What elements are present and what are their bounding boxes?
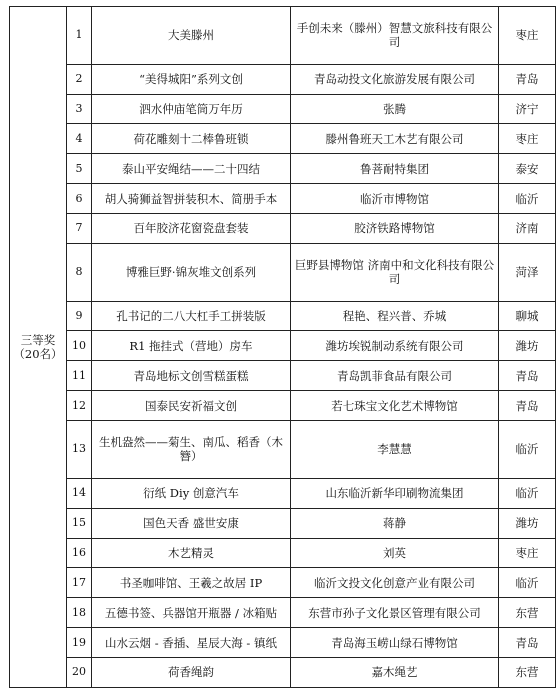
rank-number-cell: 12 <box>67 391 92 421</box>
rank-number-cell: 14 <box>67 478 92 508</box>
city-cell: 东营 <box>499 657 556 687</box>
city-cell: 枣庄 <box>499 124 556 154</box>
city-cell: 泰安 <box>499 154 556 184</box>
organization-cell: 青岛海玉崂山绿石博物馆 <box>291 628 499 658</box>
product-name-cell: 百年胶济花窗瓷盘套装 <box>92 214 291 244</box>
rank-number-cell: 15 <box>67 508 92 538</box>
city-cell: 临沂 <box>499 568 556 598</box>
table-row <box>10 124 556 154</box>
rank-number-cell: 7 <box>67 214 92 244</box>
table-row <box>10 301 556 331</box>
city-cell: 济宁 <box>499 94 556 124</box>
product-name-cell: 木艺精灵 <box>92 538 291 568</box>
organization-cell: 滕州鲁班天工木艺有限公司 <box>291 124 499 154</box>
organization-cell: 若七珠宝文化艺术博物馆 <box>291 391 499 421</box>
table-row <box>10 154 556 184</box>
organization-cell: 胶济铁路博物馆 <box>291 214 499 244</box>
table-row <box>10 568 556 598</box>
product-name-cell: 泗水仲庙笔筒万年历 <box>92 94 291 124</box>
product-name-cell: 大美滕州 <box>92 7 291 65</box>
product-name-cell: 泰山平安绳结——二十四结 <box>92 154 291 184</box>
product-name-cell: 荷花雕刻十二棒鲁班锁 <box>92 124 291 154</box>
rank-number-cell: 20 <box>67 657 92 687</box>
organization-cell: 鲁菩耐特集团 <box>291 154 499 184</box>
table-row <box>10 538 556 568</box>
city-cell: 菏泽 <box>499 243 556 301</box>
table-row <box>10 243 556 301</box>
organization-cell: 蒋静 <box>291 508 499 538</box>
rank-number-cell: 3 <box>67 94 92 124</box>
table-row <box>10 94 556 124</box>
rank-number-cell: 11 <box>67 361 92 391</box>
rank-number-cell: 9 <box>67 301 92 331</box>
product-name-cell: 五德书签、兵器馆开瓶器 / 冰箱贴 <box>92 598 291 628</box>
product-name-cell: 书圣咖啡馆、王羲之故居 IP <box>92 568 291 598</box>
rank-number-cell: 1 <box>67 7 92 65</box>
city-cell: 枣庄 <box>499 7 556 65</box>
rank-number-cell: 17 <box>67 568 92 598</box>
product-name-cell: 孔书记的二八大杠手工拼装版 <box>92 301 291 331</box>
city-cell: 青岛 <box>499 628 556 658</box>
organization-cell: 刘英 <box>291 538 499 568</box>
award-category-cell <box>10 7 67 688</box>
organization-cell: 东营市孙子文化景区管理有限公司 <box>291 598 499 628</box>
awards-table-body <box>10 7 556 688</box>
product-name-cell: 青岛地标文创雪糕蛋糕 <box>92 361 291 391</box>
city-cell: 东营 <box>499 598 556 628</box>
city-cell: 潍坊 <box>499 331 556 361</box>
table-row <box>10 391 556 421</box>
award-category-count: （20名） <box>13 347 63 361</box>
table-row <box>10 657 556 687</box>
city-cell: 青岛 <box>499 361 556 391</box>
table-row <box>10 361 556 391</box>
product-name-cell: 胡人骑狮益智拼装积木、简册手本 <box>92 184 291 214</box>
city-cell: 临沂 <box>499 421 556 479</box>
organization-cell: 手创未来（滕州）智慧文旅科技有限公司 <box>291 7 499 65</box>
city-cell: 青岛 <box>499 391 556 421</box>
city-cell: 枣庄 <box>499 538 556 568</box>
rank-number-cell: 4 <box>67 124 92 154</box>
organization-cell: 巨野县博物馆 济南中和文化科技有限公司 <box>291 243 499 301</box>
table-row <box>10 508 556 538</box>
table-row <box>10 214 556 244</box>
organization-cell: 嘉木绳艺 <box>291 657 499 687</box>
rank-number-cell: 13 <box>67 421 92 479</box>
product-name-cell: 生机盎然——菊生、南瓜、稻香（木簪） <box>92 421 291 479</box>
product-name-cell: 山水云烟 - 香插、星辰大海 - 镇纸 <box>92 628 291 658</box>
product-name-cell: 荷香绳韵 <box>92 657 291 687</box>
organization-cell: 青岛动投文化旅游发展有限公司 <box>291 64 499 94</box>
award-category-label: 三等奖 <box>20 333 56 347</box>
rank-number-cell: 16 <box>67 538 92 568</box>
product-name-cell: 衍纸 Diy 创意汽车 <box>92 478 291 508</box>
rank-number-cell: 10 <box>67 331 92 361</box>
organization-cell: 青岛凯菲食品有限公司 <box>291 361 499 391</box>
rank-number-cell: 6 <box>67 184 92 214</box>
table-row <box>10 184 556 214</box>
organization-cell: 山东临沂新华印刷物流集团 <box>291 478 499 508</box>
table-row <box>10 331 556 361</box>
rank-number-cell: 19 <box>67 628 92 658</box>
product-name-cell: R1 拖挂式（营地）房车 <box>92 331 291 361</box>
rank-number-cell: 5 <box>67 154 92 184</box>
table-row <box>10 628 556 658</box>
rank-number-cell: 2 <box>67 64 92 94</box>
city-cell: 聊城 <box>499 301 556 331</box>
rank-number-cell: 18 <box>67 598 92 628</box>
product-name-cell: 国色天香 盛世安康 <box>92 508 291 538</box>
table-row <box>10 598 556 628</box>
organization-cell: 程艳、程兴普、乔城 <box>291 301 499 331</box>
city-cell: 青岛 <box>499 64 556 94</box>
table-row <box>10 421 556 479</box>
organization-cell: 临沂市博物馆 <box>291 184 499 214</box>
city-cell: 潍坊 <box>499 508 556 538</box>
organization-cell: 临沂文投文化创意产业有限公司 <box>291 568 499 598</box>
table-row <box>10 7 556 65</box>
awards-table <box>9 6 556 688</box>
organization-cell: 张腾 <box>291 94 499 124</box>
table-row <box>10 478 556 508</box>
city-cell: 临沂 <box>499 184 556 214</box>
organization-cell: 李慧慧 <box>291 421 499 479</box>
rank-number-cell: 8 <box>67 243 92 301</box>
organization-cell: 潍坊埃锐制动系统有限公司 <box>291 331 499 361</box>
product-name-cell: “美得城阳”系列文创 <box>92 64 291 94</box>
product-name-cell: 国泰民安祈福文创 <box>92 391 291 421</box>
city-cell: 临沂 <box>499 478 556 508</box>
product-name-cell: 博雅巨野·锦灰堆文创系列 <box>92 243 291 301</box>
table-row <box>10 64 556 94</box>
city-cell: 济南 <box>499 214 556 244</box>
